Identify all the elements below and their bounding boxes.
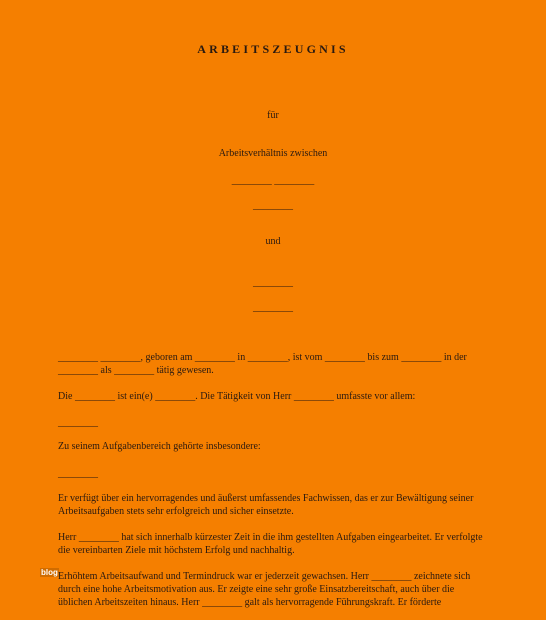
for-label: für (267, 110, 279, 121)
employee-name-blank: ________ (253, 277, 293, 288)
paragraph-activity-blank: ________ (58, 417, 98, 428)
employee-address-blank: ________ (253, 302, 293, 313)
paragraph-tasks: Zu seinem Aufgabenbereich gehörte insbesondere: (58, 441, 261, 452)
and-label: und (265, 236, 281, 247)
paragraph-onboarding: Herr ________ hat sich innerhalb kürzester Zeit in die ihm gestellten Aufgaben eingearbeitet. Er verfolgte die vereinbarten Ziele mit höchstem Erfolg und nachhaltig. (58, 532, 483, 556)
employer-address-blank: ________ (253, 200, 293, 211)
paragraph-knowledge: Er verfügt über ein hervorragendes und äußerst umfassendes Fachwissen, das er zur Bewältigung seiner Arbeitsaufgaben stets sehr erfolgreich und sicher einsetzte. (58, 493, 474, 517)
paragraph-activity: Die ________ ist ein(e) ________. Die Tätigkeit von Herr ________ umfasste vor allem: (58, 391, 416, 402)
paragraph-employment: ________ ________, geboren am ________ in ________, ist vom ________ bis zum ________ in der ________ als ________ tätig gewesen. (58, 352, 467, 376)
relationship-label: Arbeitsverhältnis zwischen (218, 148, 328, 159)
document-title: ARBEITSZEUGNIS (197, 42, 349, 56)
employer-name-blank: ________ ________ (231, 175, 315, 186)
paragraph-motivation: Erhöhtem Arbeitsaufwand und Termindruck war er jederzeit gewachsen. Herr ________ zeichnete sich durch eine hohe Arbeitsmotivation aus. Er zeigte eine sehr große Einsatzbereitschaft, auch über die üblichen Arbeitszeiten hinaus. Herr ________ galt als hervorragende Führungskraft. Er förderte (58, 571, 471, 608)
paragraph-tasks-blank: ________ (58, 468, 98, 479)
blog-watermark: blog (41, 568, 58, 577)
